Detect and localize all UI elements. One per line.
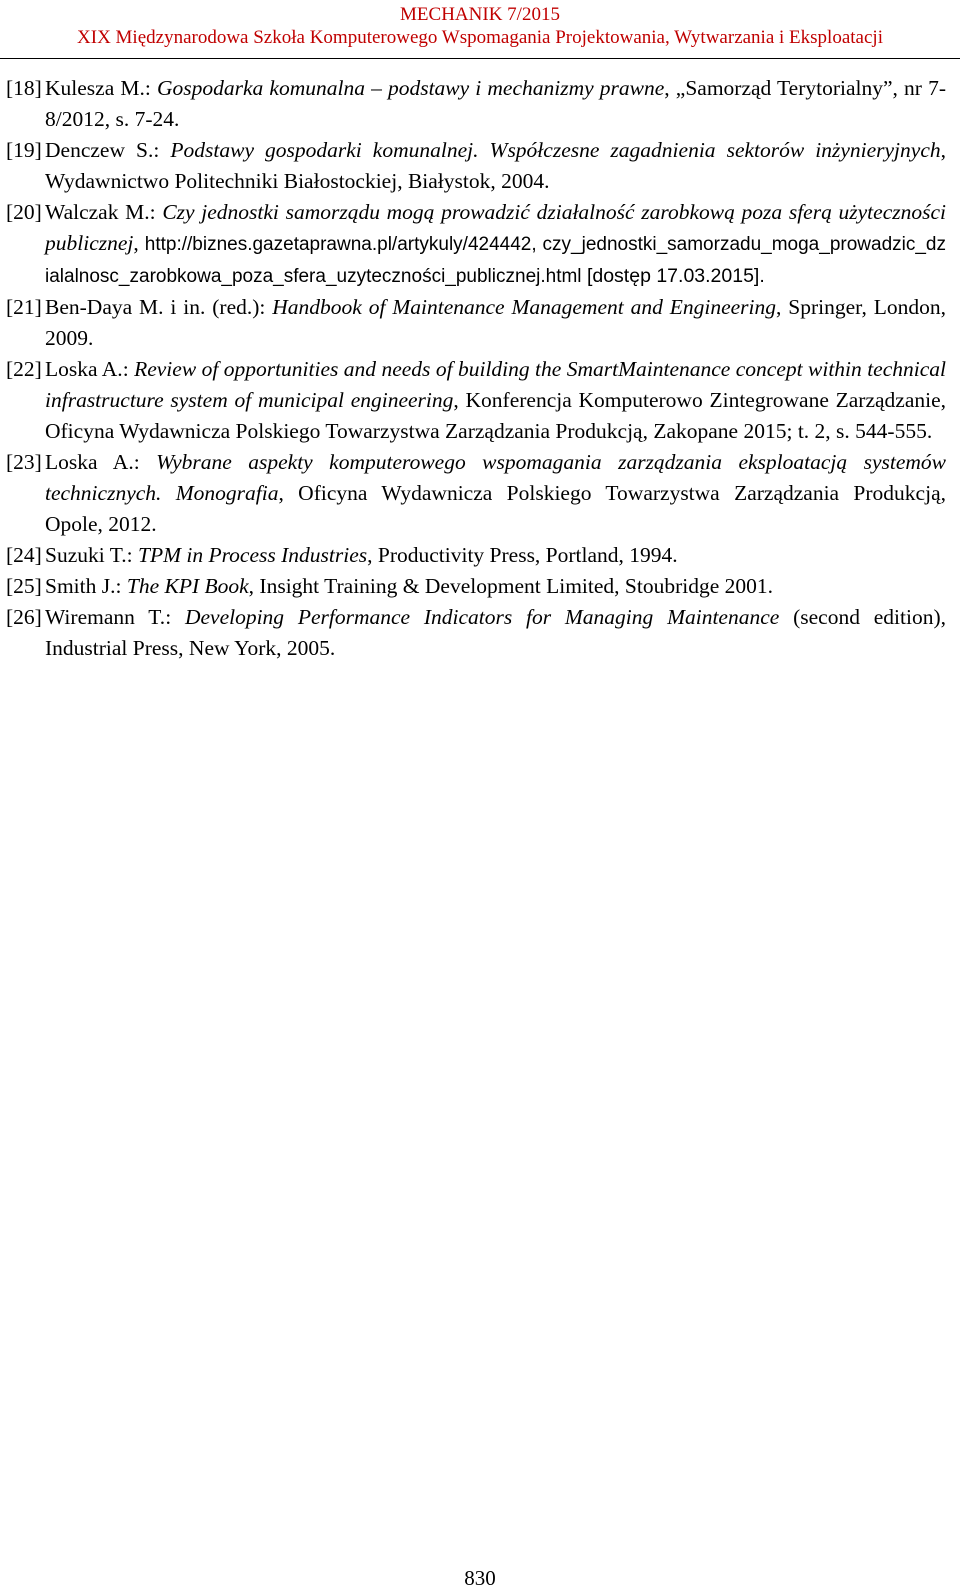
reference-access-date: [dostęp 17.03.2015]. <box>581 265 765 287</box>
reference-details: , Oficyna Wydawnicza Polskiego Towarzystwa Zarządzania Produkcją, Opole, 2012. <box>45 481 946 536</box>
reference-separator: : <box>149 200 163 224</box>
reference-title: TPM in Process Industries <box>137 543 368 567</box>
reference-author: Kulesza M. <box>45 76 145 100</box>
reference-item <box>6 292 946 354</box>
reference-number: [24] <box>6 543 42 567</box>
reference-author: Denczew S. <box>45 138 154 162</box>
reference-separator: : <box>153 138 171 162</box>
reference-number: [26] <box>6 605 42 629</box>
reference-author: Loska A. <box>45 357 123 381</box>
reference-details: , Springer, London, 2009. <box>45 295 946 350</box>
reference-item <box>6 135 946 197</box>
reference-details: , <box>133 231 145 255</box>
reference-details: , „Samorząd Terytorialny”, nr 7-8/2012, s. 7-24. <box>45 76 946 131</box>
reference-title: Wybrane aspekty komputerowego wspomagania zarządzania eksploatacją systemów technicznych. Monografia <box>45 450 946 505</box>
reference-item <box>6 73 946 135</box>
header-divider <box>0 58 960 59</box>
reference-author: Wiremann T. <box>45 605 166 629</box>
reference-author: Ben-Daya M. i in. (red.) <box>45 295 260 319</box>
reference-item <box>6 447 946 540</box>
reference-item <box>6 602 946 664</box>
reference-separator: : <box>259 295 273 319</box>
reference-title: Czy jednostki samorządu mogą prowadzić działalność zarobkową poza sferą użyteczności publicznej <box>45 200 946 255</box>
reference-author: Loska A. <box>45 450 134 474</box>
reference-item <box>6 540 946 571</box>
reference-details: , Insight Training & Development Limited, Stoubridge 2001. <box>248 574 774 598</box>
page-number: 830 <box>464 1566 496 1590</box>
page-header <box>0 4 960 50</box>
reference-details: , Konferencja Komputerowo Zintegrowane Zarządzanie, Oficyna Wydawnicza Polskiego Towarzystwa Zarządzania Produkcją, Zakopane 2015; t. 2, s. 544-555. <box>45 388 947 443</box>
reference-number: [20] <box>6 200 42 224</box>
reference-title: Handbook of Maintenance Management and Engineering <box>272 295 777 319</box>
reference-title: Review of opportunities and needs of building the SmartMaintenance concept within technical infrastructure system of municipal engineering <box>45 357 946 412</box>
reference-author: Walczak M. <box>45 200 150 224</box>
reference-author: Smith J. <box>45 574 116 598</box>
reference-title: Developing Performance Indicators for Managing Maintenance <box>184 605 780 629</box>
reference-number: [22] <box>6 357 42 381</box>
reference-item <box>6 197 946 292</box>
reference-details: , Wydawnictwo Politechniki Białostockiej, Białystok, 2004. <box>45 138 946 193</box>
conference-title: XIX Międzynarodowa Szkoła Komputerowego Wspomagania Projektowania, Wytwarzania i Eksploatacji <box>77 27 883 48</box>
reference-separator: : <box>133 450 157 474</box>
reference-number: [23] <box>6 450 42 474</box>
reference-url[interactable]: http://biznes.gazetaprawna.pl/artykuly/424442, czy_jednostki_samorzadu_moga_prowadzic_dzialalnosc_zarobkowa_poza_sfera_uzyteczności_publicznej.html <box>45 234 946 287</box>
reference-number: [25] <box>6 574 42 598</box>
reference-number: [19] <box>6 138 42 162</box>
reference-separator: : <box>165 605 185 629</box>
reference-title: The KPI Book <box>126 574 249 598</box>
reference-separator: : <box>126 543 138 567</box>
reference-title: Podstawy gospodarki komunalnej. Współczesne zagadnienia sektorów inżynieryjnych <box>170 138 941 162</box>
journal-title: MECHANIK 7/2015 <box>400 4 560 25</box>
reference-item <box>6 571 946 602</box>
reference-separator: : <box>115 574 127 598</box>
reference-details: , Productivity Press, Portland, 1994. <box>367 543 678 567</box>
reference-details: (second edition), Industrial Press, New York, 2005. <box>45 605 946 660</box>
reference-number: [18] <box>6 76 42 100</box>
reference-number: [21] <box>6 295 42 319</box>
reference-title: Gospodarka komunalna – podstawy i mechanizmy prawne <box>156 76 665 100</box>
reference-separator: : <box>144 76 157 100</box>
reference-author: Suzuki T. <box>45 543 127 567</box>
reference-separator: : <box>122 357 135 381</box>
reference-item <box>6 354 946 447</box>
reference-list <box>6 73 946 664</box>
